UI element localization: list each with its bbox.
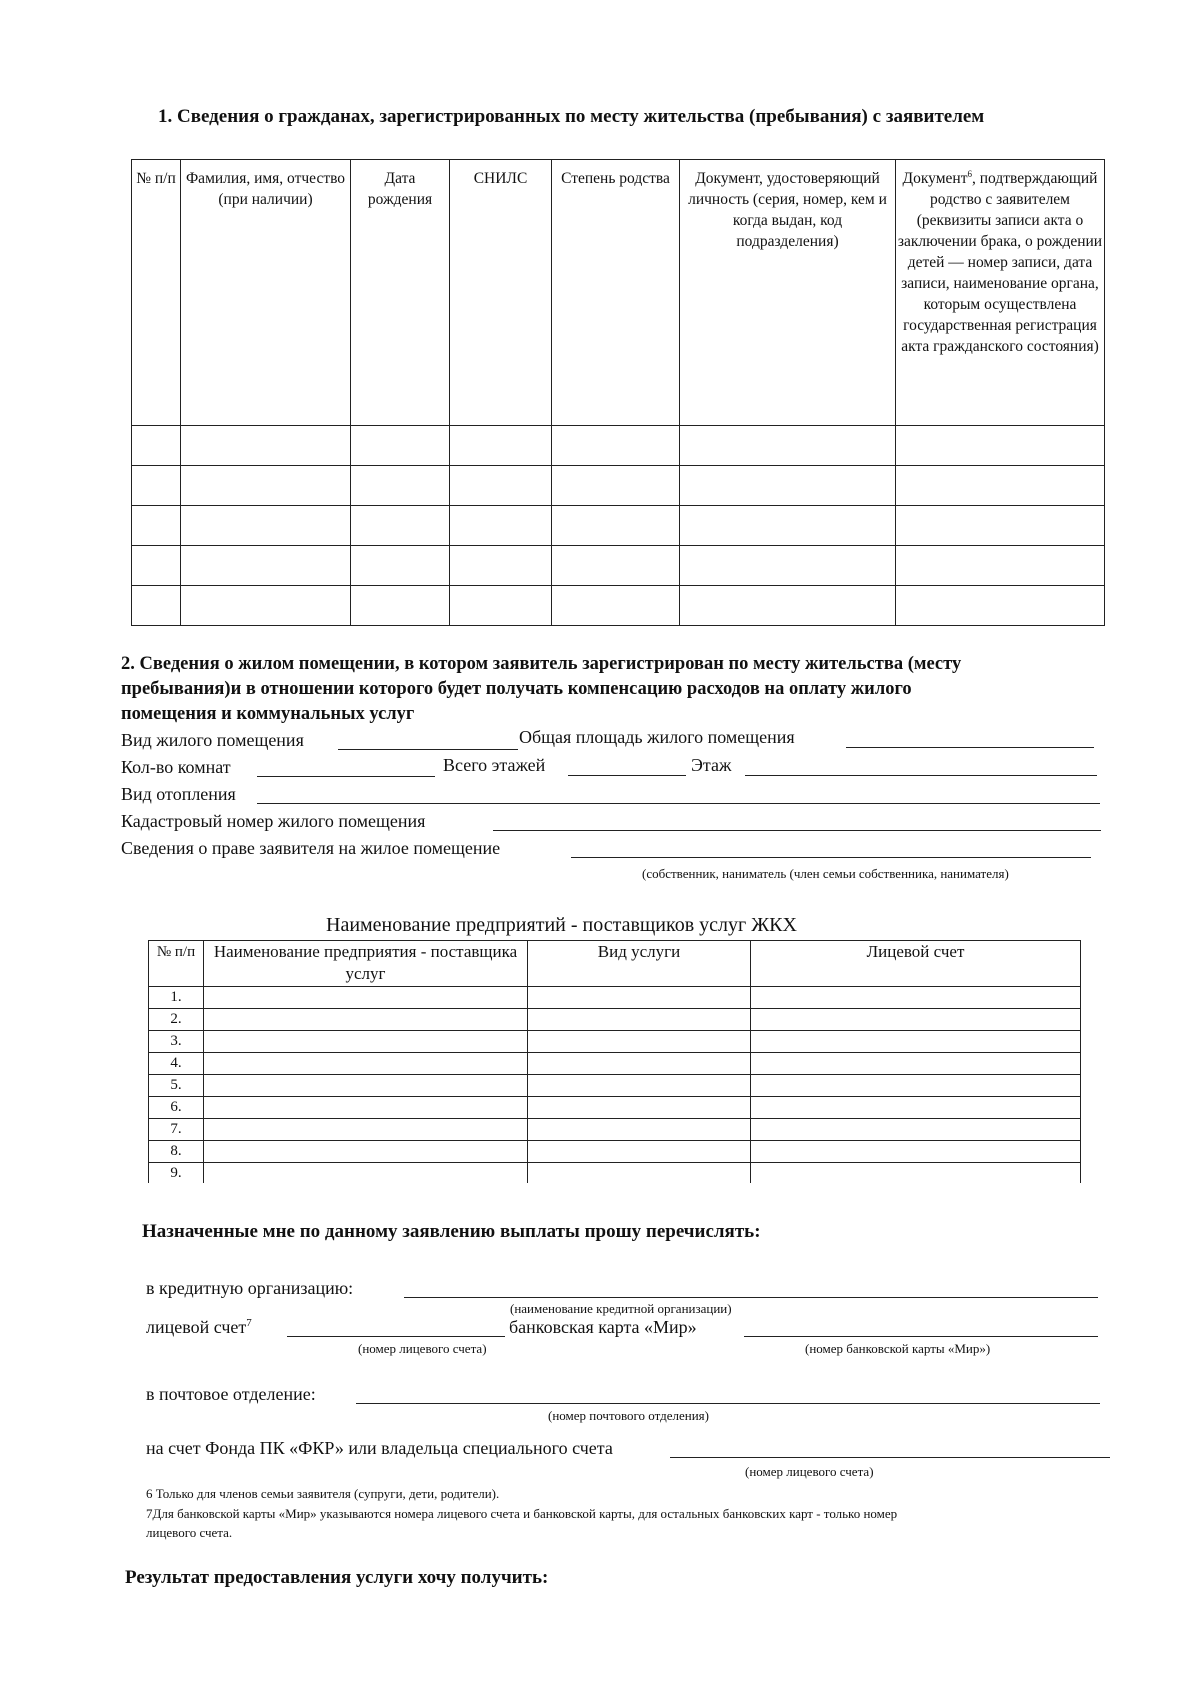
row-number: 9. [149, 1163, 204, 1184]
cell[interactable] [181, 466, 351, 506]
cell[interactable] [450, 586, 552, 626]
supplier-name-cell[interactable] [204, 1119, 528, 1141]
account-label-text: лицевой счет [146, 1317, 247, 1337]
fund-hint: (номер лицевого счета) [745, 1464, 874, 1479]
cell[interactable] [181, 546, 351, 586]
housing-type-field[interactable] [338, 749, 518, 750]
cell[interactable] [896, 426, 1105, 466]
row-number: 7. [149, 1119, 204, 1141]
post-office-hint: (номер почтового отделения) [548, 1408, 709, 1423]
service-cell[interactable] [528, 1097, 751, 1119]
supplier-name-cell[interactable] [204, 987, 528, 1009]
col-service-type: Вид услуги [528, 941, 751, 987]
footnote-7-line2: лицевого счета. [146, 1525, 233, 1540]
cadastral-field[interactable] [493, 830, 1101, 831]
row-number: 8. [149, 1141, 204, 1163]
row-number: 3. [149, 1031, 204, 1053]
cell[interactable] [552, 586, 680, 626]
supplier-name-cell[interactable] [204, 1031, 528, 1053]
service-cell[interactable] [528, 987, 751, 1009]
supplier-name-cell[interactable] [204, 1141, 528, 1163]
row-number: 5. [149, 1075, 204, 1097]
total-floors-label: Всего этажей [443, 755, 546, 775]
table-row [149, 1097, 1081, 1119]
cell[interactable] [132, 426, 181, 466]
supplier-name-cell[interactable] [204, 1097, 528, 1119]
cell[interactable] [132, 466, 181, 506]
cell[interactable] [132, 506, 181, 546]
mir-card-field[interactable] [744, 1336, 1098, 1337]
col-number: № п/п [149, 941, 204, 987]
table-row [149, 1163, 1081, 1184]
col-account: Лицевой счет [751, 941, 1081, 987]
cell[interactable] [351, 546, 450, 586]
service-cell[interactable] [528, 1075, 751, 1097]
credit-org-hint: (наименование кредитной организации) [510, 1301, 732, 1316]
credit-org-field[interactable] [404, 1297, 1098, 1298]
cell[interactable] [351, 586, 450, 626]
kinship-doc-label: Документ [902, 170, 968, 187]
heating-field[interactable] [257, 803, 1100, 804]
service-cell[interactable] [528, 1009, 751, 1031]
floor-label: Этаж [691, 755, 732, 775]
supplier-name-cell[interactable] [204, 1053, 528, 1075]
cell[interactable] [450, 466, 552, 506]
service-cell[interactable] [528, 1163, 751, 1184]
account-cell[interactable] [751, 1119, 1081, 1141]
section2-title-line1: 2. Сведения о жилом помещении, в котором заявитель зарегистрирован по месту жительства (месту [121, 654, 962, 674]
account-cell[interactable] [751, 1009, 1081, 1031]
cell[interactable] [896, 506, 1105, 546]
suppliers-title: Наименование предприятий - поставщиков услуг ЖКХ [326, 914, 797, 936]
account-cell[interactable] [751, 1163, 1081, 1184]
col-supplier-name: Наименование предприятия - поставщика услуг [204, 941, 528, 987]
right-field[interactable] [571, 857, 1091, 858]
cell[interactable] [552, 506, 680, 546]
table-row [132, 466, 1105, 506]
account-cell[interactable] [751, 1031, 1081, 1053]
section2-title-line2: пребывания)и в отношении которого будет получать компенсацию расходов на оплату жилого [121, 679, 912, 699]
right-label: Сведения о праве заявителя на жилое помещение [121, 838, 501, 858]
heating-label: Вид отопления [121, 784, 236, 804]
cell[interactable] [680, 466, 896, 506]
total-area-label: Общая площадь жилого помещения [519, 727, 795, 747]
cell[interactable] [680, 426, 896, 466]
col-snils: СНИЛС [450, 160, 552, 426]
housing-type-label: Вид жилого помещения [121, 730, 304, 750]
table-row [149, 1141, 1081, 1163]
residents-table [131, 159, 1105, 626]
footnote-ref-7: 7 [246, 1317, 252, 1329]
cell[interactable] [896, 586, 1105, 626]
rooms-label: Кол-во комнат [121, 757, 231, 777]
row-number: 2. [149, 1009, 204, 1031]
cadastral-label: Кадастровый номер жилого помещения [121, 811, 426, 831]
cell[interactable] [552, 426, 680, 466]
account-label [146, 1317, 252, 1338]
footnote-7-line1: 7Для банковской карты «Мир» указываются номера лицевого счета и банковской карты, для остальных банковских карт - только номер [146, 1506, 898, 1521]
post-office-label: в почтовое отделение: [146, 1384, 316, 1404]
table-row [132, 586, 1105, 626]
mir-card-hint: (номер банковской карты «Мир») [805, 1341, 991, 1356]
account-field[interactable] [287, 1336, 505, 1337]
supplier-name-cell[interactable] [204, 1163, 528, 1184]
fund-label: на счет Фонда ПК «ФКР» или владельца специального счета [146, 1438, 613, 1458]
account-cell[interactable] [751, 1141, 1081, 1163]
account-cell[interactable] [751, 987, 1081, 1009]
col-kinship-doc: Документ$^6$, подтверждающий родство с заявителем (реквизиты записи акта о заключении брака, о рождении детей — номер записи, дата записи, наименование органа, которым осуществлена государственная регистрация акта гражданского состояния) [896, 160, 1105, 426]
cell[interactable] [351, 466, 450, 506]
table-row [149, 1075, 1081, 1097]
row-number: 1. [149, 987, 204, 1009]
col-number: № п/п [132, 160, 181, 426]
service-cell[interactable] [528, 1031, 751, 1053]
residents-header-row [132, 160, 1105, 426]
row-number: 4. [149, 1053, 204, 1075]
table-row [149, 987, 1081, 1009]
supplier-name-cell[interactable] [204, 1075, 528, 1097]
cell[interactable] [450, 546, 552, 586]
cell[interactable] [896, 466, 1105, 506]
account-hint: (номер лицевого счета) [358, 1341, 487, 1356]
col-fullname: Фамилия, имя, отчество (при наличии) [181, 160, 351, 426]
payment-title: Назначенные мне по данному заявлению выплаты прошу перечислять: [142, 1221, 761, 1242]
cell[interactable] [181, 586, 351, 626]
section1-title: 1. Сведения о гражданах, зарегистрированных по месту жительства (пребывания) с заявителем [158, 106, 985, 127]
section2-title-line3: помещения и коммунальных услуг [121, 704, 415, 724]
result-title: Результат предоставления услуги хочу получить: [125, 1567, 549, 1588]
total-area-field[interactable] [846, 747, 1094, 748]
col-kinship: Степень родства [552, 160, 680, 426]
service-cell[interactable] [528, 1119, 751, 1141]
table-row [132, 426, 1105, 466]
right-hint: (собственник, наниматель (член семьи собственника, нанимателя) [642, 866, 1009, 881]
supplier-name-cell[interactable] [204, 1009, 528, 1031]
account-cell[interactable] [751, 1053, 1081, 1075]
suppliers-table [148, 940, 1081, 1183]
floor-field[interactable] [745, 775, 1097, 776]
cell[interactable] [132, 586, 181, 626]
table-row [132, 506, 1105, 546]
cell[interactable] [181, 506, 351, 546]
cell[interactable] [552, 466, 680, 506]
suppliers-header-row [149, 941, 1081, 987]
kinship-doc-desc: подтверждающий родство с заявителем (реквизиты записи акта о заключении брака, о рождении детей — номер записи, дата записи, наименование органа, которым осуществлена государственная регистрация акта гражданского состояния) [897, 170, 1103, 355]
cell[interactable] [896, 546, 1105, 586]
footnote-ref-6: 6 [967, 168, 972, 179]
table-row [149, 1053, 1081, 1075]
credit-org-label: в кредитную организацию: [146, 1278, 354, 1298]
cell[interactable] [680, 546, 896, 586]
cell[interactable] [680, 506, 896, 546]
footnote-6: 6 Только для членов семьи заявителя (супруги, дети, родители). [146, 1486, 500, 1501]
mir-card-label: банковская карта «Мир» [509, 1317, 697, 1337]
cell[interactable] [680, 586, 896, 626]
table-row [149, 1009, 1081, 1031]
post-office-field[interactable] [356, 1403, 1100, 1404]
col-birthdate: Дата рождения [351, 160, 450, 426]
cell[interactable] [450, 426, 552, 466]
cell[interactable] [351, 506, 450, 546]
table-row [132, 546, 1105, 586]
service-cell[interactable] [528, 1053, 751, 1075]
rooms-field[interactable] [257, 776, 435, 777]
cell[interactable] [450, 506, 552, 546]
cell[interactable] [351, 426, 450, 466]
total-floors-field[interactable] [568, 775, 686, 776]
account-cell[interactable] [751, 1075, 1081, 1097]
row-number: 6. [149, 1097, 204, 1119]
table-row [149, 1119, 1081, 1141]
cell[interactable] [181, 426, 351, 466]
table-row [149, 1031, 1081, 1053]
cell[interactable] [132, 546, 181, 586]
col-identity-doc: Документ, удостоверяющий личность (серия, номер, кем и когда выдан, код подразделения) [680, 160, 896, 426]
service-cell[interactable] [528, 1141, 751, 1163]
fund-field[interactable] [670, 1457, 1110, 1458]
account-cell[interactable] [751, 1097, 1081, 1119]
cell[interactable] [552, 546, 680, 586]
